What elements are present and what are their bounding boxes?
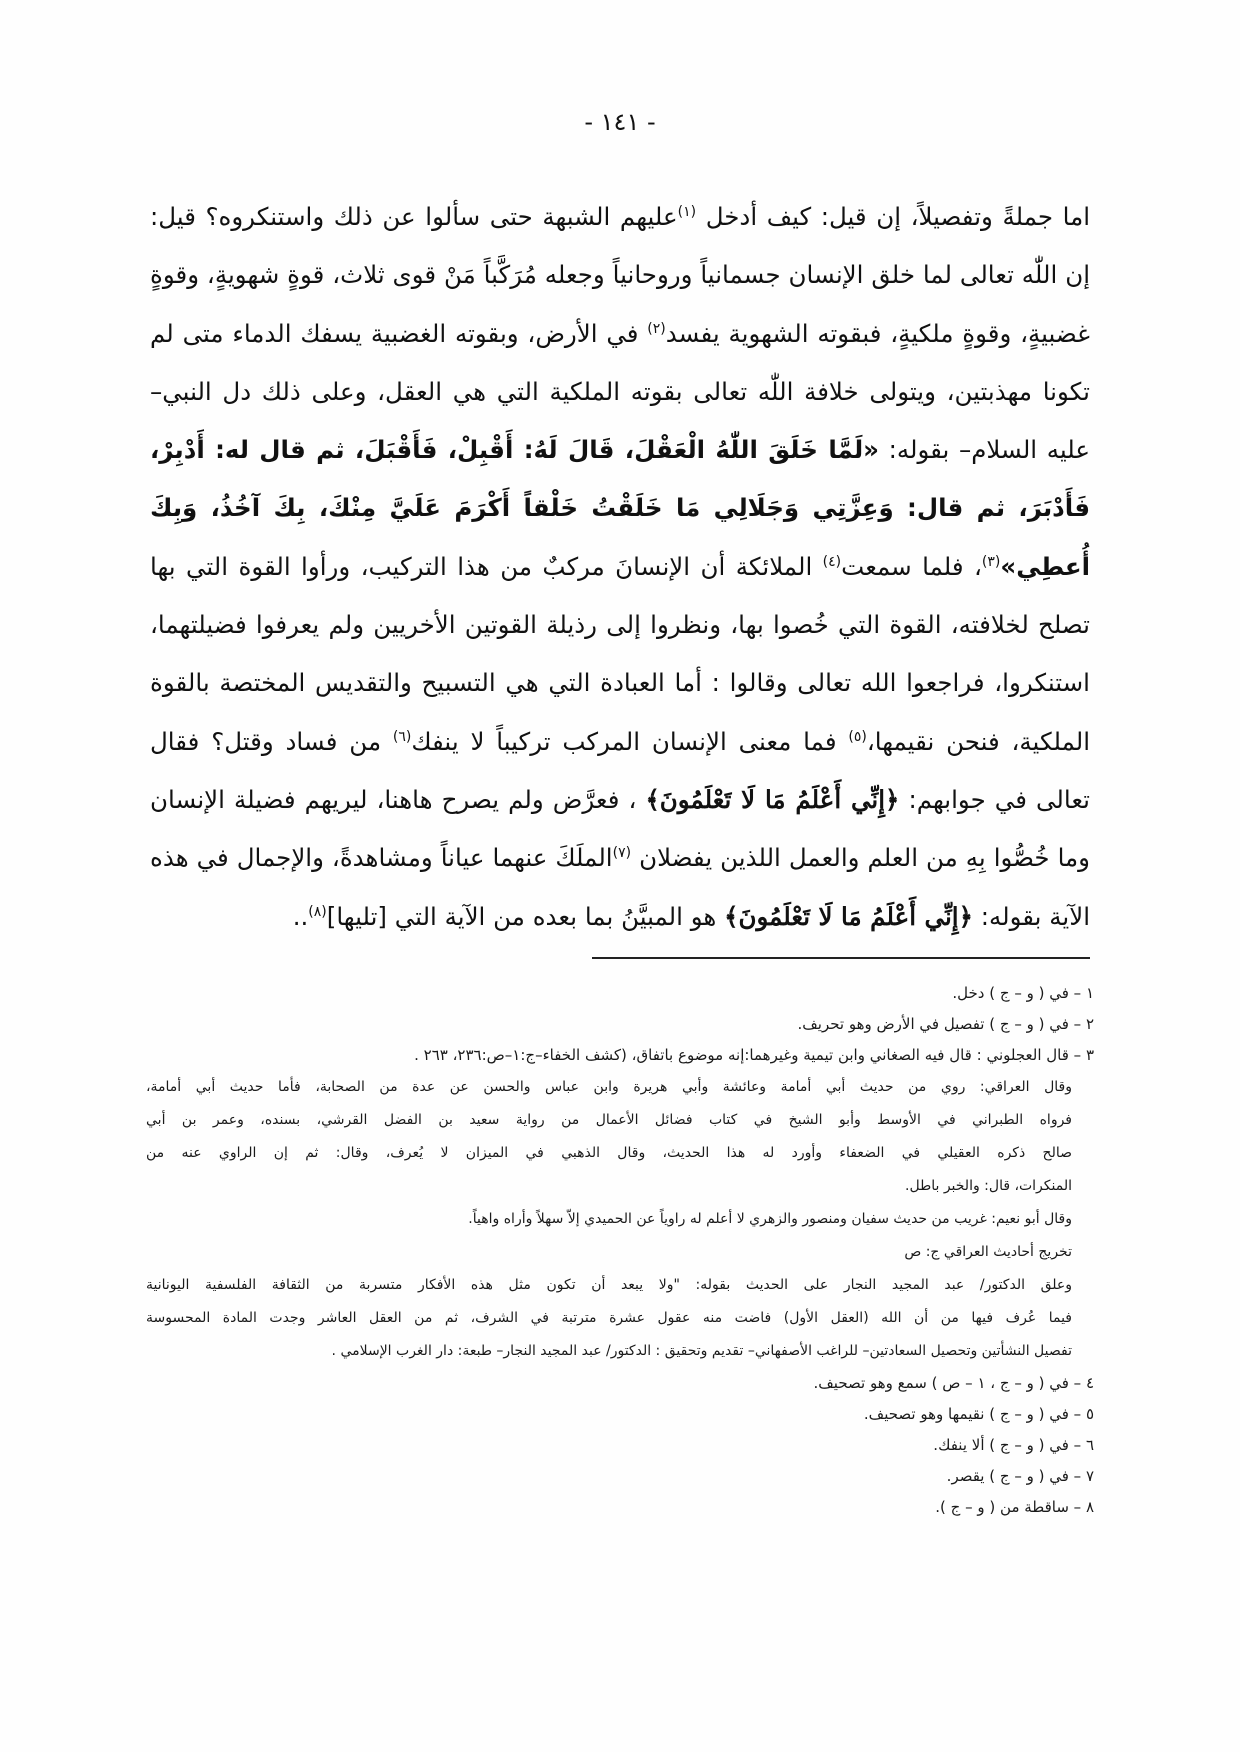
hadith-quote: «لَمَّا خَلَقَ اللّٰهُ الْعَقْلَ، قَالَ لَهُ: أَقْبِلْ، فَأَقْبَلَ، ثم قال له: أَدْبِرْ، فَأَدْبَرَ، ثم قال: وَعِزَّتِي وَجَلَالِي مَا خَلَقْتُ خَلْقاً أَكْرَمَ عَلَيَّ مِنْكَ، بِكَ آخُذُ، وَبِكَ أُعطِي» (150, 435, 1090, 581)
footnote-1: ١ – في ( و – ج ) دخل. (952, 984, 1094, 1002)
quran-verse: ﴿إِنِّي أَعْلَمُ مَا لَا تَعْلَمُونَ﴾ (645, 784, 900, 814)
footnote-ref-1: (١) (677, 203, 697, 220)
footnote-3-line: تفصيل النشأتين وتحصيل السعادتين– للراغب الأصفهاني– تقديم وتحقيق : الدكتور/ عبد المجيد النجار– طبعة: دار الغرب الإسلامي . (331, 1343, 1072, 1359)
footnote-3-line: وقال أبو نعيم: غريب من حديث سفيان ومنصور والزهري لا أعلم له راوياً عن الحميدي إلاّ سهلاً وأراه واهياً. (468, 1211, 1072, 1227)
footnote-3-line: فرواه الطبراني في الأوسط وأبو الشيخ في كتاب فضائل الأعمال من رواية سعيد بن الفضل القرشي، بسنده، وعمر بن أبي (146, 1112, 1072, 1128)
footnote-7: ٧ – في ( و – ج ) يقصر. (946, 1467, 1094, 1485)
text-run: .. (292, 901, 309, 931)
footnote-ref-4: (٤) (822, 553, 842, 570)
footnote-ref-3: (٣) (981, 553, 1001, 570)
footnotes (146, 978, 1094, 1523)
footnote-ref-7: (٧) (612, 845, 632, 862)
text-run: هو المبيَّنُ بما بعده من الآية التي [تليها] (326, 901, 717, 931)
footnote-3-line: وعلق الدكتور/ عبد المجيد النجار على الحديث بقوله: "ولا يبعد أن تكون مثل هذه الأفكار متسربة من الثقافة الفلسفية اليونانية (146, 1277, 1072, 1293)
main-body-text (150, 188, 1090, 946)
text-run: ، فعرَّض ولم يصرح هاهنا، ليريهم فضيلة الإنسان وما خُصُّوا بِهِ من العلم والعمل اللذين يفضلان (150, 784, 1090, 873)
footnote-3-line: المنكرات، قال: والخبر باطل. (905, 1178, 1072, 1194)
footnote-ref-6: (٦) (392, 728, 412, 745)
footnote-5: ٥ – في ( و – ج ) نقيمها وهو تصحيف. (863, 1405, 1094, 1423)
quran-verse: ﴿إِنِّي أَعْلَمُ مَا لَا تَعْلَمُونَ﴾ (724, 901, 973, 931)
text-run: ، فلما سمعت (841, 551, 982, 581)
footnote-3-line: تخريج أحاديث العراقي ج: ص (904, 1244, 1072, 1260)
footnote-6: ٦ – في ( و – ج ) ألا ينفك. (933, 1436, 1094, 1454)
text-run: من فساد وقتل؟ فقال تعالى في جوابهم: (150, 726, 1090, 814)
text-run: الملائكة أن الإنسانَ مركبٌ من هذا التركيب، ورأوا القوة التي بها تصلح لخلافته، القوة التي خُصوا بها، ونظروا إلى رذيلة القوتين الأخريين ولم يعرفوا فضيلتهما، استنكروا، فراجعوا الله تعالى وقالوا : أما العبادة التي هي التسبيح والتقديس المختصة بالقوة الملكية، فنحن نقيمها، (150, 551, 1091, 756)
footnote-4: ٤ – في ( و – ج ، ١ – ص ) سمع وهو تصحيف. (813, 1374, 1094, 1392)
text-run: فما معنى الإنسان المركب تركيباً لا ينفك (411, 726, 837, 756)
footnote-3-line: وقال العراقي: روي من حديث أبي أمامة وعائشة وأبي هريرة وابن عباس والحسن عن عدة من الصحابة، فأما حديث أبي أمامة، (146, 1079, 1072, 1095)
text-run: في الأرض، وبقوته الغضبية يسفك الدماء متى لم تكونا مهذبتين، ويتولى خلافة اللّٰه تعالى بقوته الملكية التي هي العقل، وعلى ذلك دل النبي– عليه السلام– بقوله: (150, 318, 1090, 465)
text-run: اما جملةً وتفصيلاً، إن قيل: كيف أدخل (705, 202, 1090, 231)
footnote-8: ٨ – ساقطة من ( و – ج ). (935, 1498, 1094, 1516)
footnote-3-line: فيما عُرف فيها من أن الله (العقل الأول) فاضت منه عقول عشرة مترتبة في الشرف، ثم من العقل العاشر وجدت المادة المحسوسة (146, 1310, 1072, 1326)
body-paragraph (150, 188, 1090, 946)
text-run: الملَكَ عنهما عياناً ومشاهدةً، والإجمال في هذه الآية بقوله: (150, 843, 1090, 931)
footnote-3-line: صالح ذكره العقيلي في الضعفاء وأورد له هذا الحديث، وقال الذهبي في الميزان لا يُعرف، وقال: ثم إن الراوي عنه من (146, 1145, 1072, 1161)
footnote-ref-2: (٢) (647, 320, 666, 337)
page-number: - ١٤١ - (584, 108, 656, 136)
footnote-ref-8: (٨) (308, 903, 327, 920)
footnote-3: ٣ – قال العجلوني : قال فيه الصغاني وابن تيمية وغيرهما:إنه موضوع باتفاق، (كشف الخفاء–ج:١–ص:٢٣٦، ٢٦٣ . (414, 1046, 1094, 1064)
footnote-ref-5: (٥) (848, 728, 867, 745)
footnote-2: ٢ – في ( و – ج ) تفصيل في الأرض وهو تحريف. (797, 1015, 1094, 1033)
footnote-separator (592, 957, 1090, 959)
text-run: عليهم الشبهة حتى سألوا عن ذلك واستنكروه؟ قيل: إن اللّٰه تعالى لما خلق الإنسان جسمانياً وروحانياً وجعله مُرَكَّباً مَنْ قوى ثلاث، قوةٍ شهويةٍ، وقوةٍ غضبيةٍ، وقوةٍ ملكيةٍ، فبقوته الشهوية يفسد (150, 202, 1090, 348)
